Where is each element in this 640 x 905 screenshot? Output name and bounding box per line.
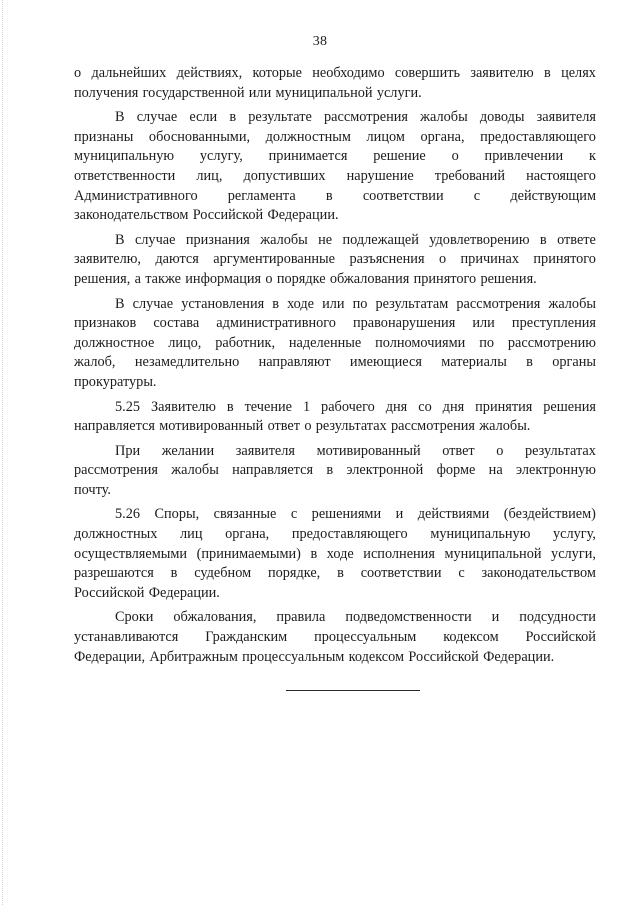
text-line: Сроки обжалования, правила подведомственности и подсудности bbox=[115, 609, 596, 626]
paragraph bbox=[74, 64, 596, 103]
text-line: решения, а также информация о порядке обжалования принятого решения. bbox=[74, 270, 537, 287]
text-line: направляется мотивированный ответ о результатах рассмотрения жалобы. bbox=[74, 418, 531, 435]
text-line: разрешаются в судебном порядке, в соответствии с законодательством bbox=[74, 565, 596, 582]
text-line: жалоб, незамедлительно направляют имеющиеся материалы в органы bbox=[74, 354, 596, 371]
paragraph bbox=[74, 442, 596, 501]
paragraph bbox=[74, 505, 596, 603]
text-line: Административного регламента в соответствии с действующим bbox=[74, 187, 596, 204]
text-line: осуществляемыми (принимаемыми) в ходе исполнения муниципальной услуги, bbox=[74, 545, 596, 562]
text-line: Российской Федерации. bbox=[74, 584, 220, 601]
text-line: 5.26 Споры, связанные с решениями и действиями (бездействием) bbox=[115, 506, 596, 523]
document-body bbox=[74, 64, 596, 667]
text-line: 5.25 Заявителю в течение 1 рабочего дня со дня принятия решения bbox=[115, 398, 596, 415]
paragraph bbox=[74, 608, 596, 667]
page-number: 38 bbox=[312, 34, 328, 49]
text-line: должностных лиц органа, предоставляющего муниципальную услугу, bbox=[74, 526, 596, 543]
text-line: ответственности лиц, допустивших нарушение требований настоящего bbox=[74, 167, 596, 184]
paragraph bbox=[74, 108, 596, 226]
text-line: устанавливаются Гражданским процессуальным кодексом Российской bbox=[74, 629, 596, 646]
text-line: законодательством Российской Федерации. bbox=[74, 207, 339, 224]
text-line: В случае установления в ходе или по результатам рассмотрения жалобы bbox=[115, 295, 596, 312]
paragraph bbox=[74, 231, 596, 290]
end-divider-line bbox=[286, 690, 420, 691]
text-line: получения государственной или муниципальной услуги. bbox=[74, 84, 422, 101]
paragraph bbox=[74, 398, 596, 437]
text-line: признаны обоснованными, должностным лицом органа, предоставляющего bbox=[74, 128, 596, 145]
text-line: В случае признания жалобы не подлежащей удовлетворению в ответе bbox=[115, 231, 596, 248]
text-line: При желании заявителя мотивированный ответ о результатах bbox=[115, 442, 596, 459]
text-line: должностное лицо, работник, наделенные полномочиями по рассмотрению bbox=[74, 334, 596, 351]
text-line: рассмотрения жалобы направляется в электронной форме на электронную bbox=[74, 462, 596, 479]
text-line: В случае если в результате рассмотрения жалобы доводы заявителя bbox=[115, 109, 596, 126]
text-line: Федерации, Арбитражным процессуальным кодексом Российской Федерации. bbox=[74, 648, 555, 665]
text-line: почту. bbox=[74, 481, 111, 498]
paragraph bbox=[74, 295, 596, 393]
text-line: заявителю, даются аргументированные разъяснения о причинах принятого bbox=[74, 251, 596, 268]
text-line: признаков состава административного правонарушения или преступления bbox=[74, 315, 596, 332]
scan-edge-artifact bbox=[2, 0, 3, 905]
text-line: о дальнейших действиях, которые необходимо совершить заявителю в целях bbox=[74, 65, 596, 81]
text-line: прокуратуры. bbox=[74, 373, 157, 390]
text-line: муниципальную услугу, принимается решение о привлечении к bbox=[74, 148, 596, 165]
